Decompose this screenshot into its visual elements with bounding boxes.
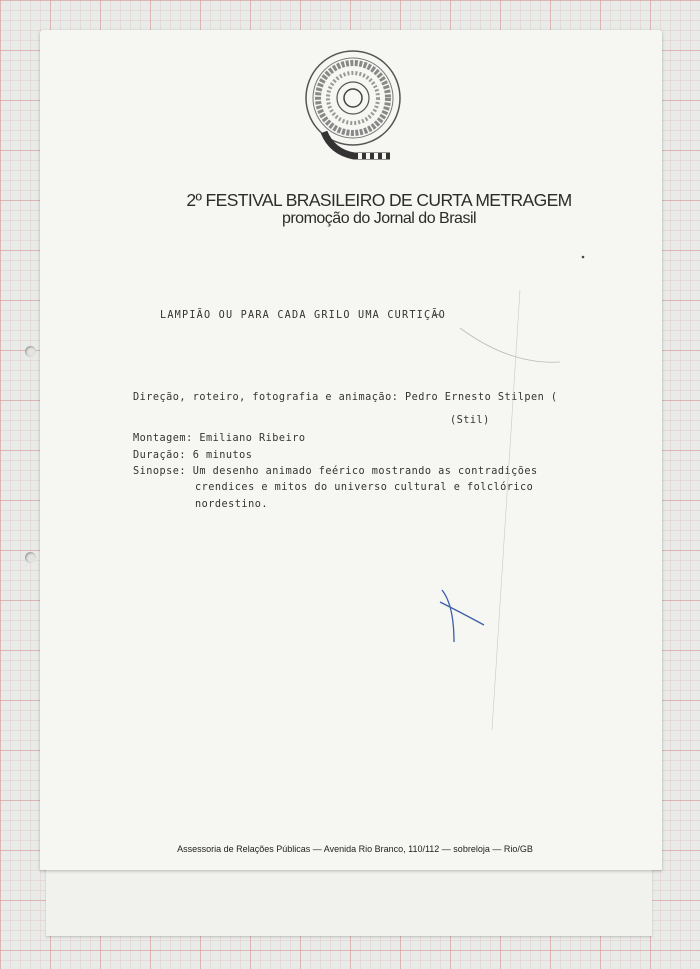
- pen-cross-mark-stroke-2: [440, 602, 484, 625]
- duration-info: Duração: 6 minutos: [133, 450, 253, 461]
- promotion-line: promoção do Jornal do Brasil: [281, 210, 477, 227]
- pen-cross-mark-stroke-1: [442, 590, 454, 642]
- binder-hole-top: [25, 346, 36, 357]
- direction-credits-continuation: (Stil): [450, 415, 490, 426]
- film-title: LAMPIÃO OU PARA CADA GRILO UMA CURTIÇÃO: [160, 310, 447, 321]
- binder-hole-bottom: [25, 552, 36, 563]
- faint-pencil-line: [492, 290, 520, 730]
- ink-dot: [582, 256, 585, 259]
- montage-credit: Montagem: Emiliano Ribeiro: [133, 433, 306, 444]
- pencil-stroke: [460, 328, 560, 362]
- document-page: [40, 30, 662, 870]
- handwritten-marks: [40, 30, 662, 870]
- synopsis-line-2: crendices e mitos do universo cultural e folclórico: [195, 482, 534, 493]
- footer-address: Assessoria de Relações Públicas — Avenida Rio Branco, 110/112 — sobreloja — Rio/GB: [177, 844, 533, 854]
- festival-title: 2º FESTIVAL BRASILEIRO DE CURTA METRAGEM: [186, 190, 572, 210]
- direction-credits: Direção, roteiro, fotografia e animação: Pedro Ernesto Stilpen (: [133, 392, 558, 403]
- title-check-mark: [432, 314, 442, 318]
- synopsis-line-1: Sinopse: Um desenho animado feérico mostrando as contradições: [133, 466, 538, 477]
- synopsis-line-3: nordestino.: [195, 499, 268, 510]
- underlying-sheet: [46, 860, 652, 936]
